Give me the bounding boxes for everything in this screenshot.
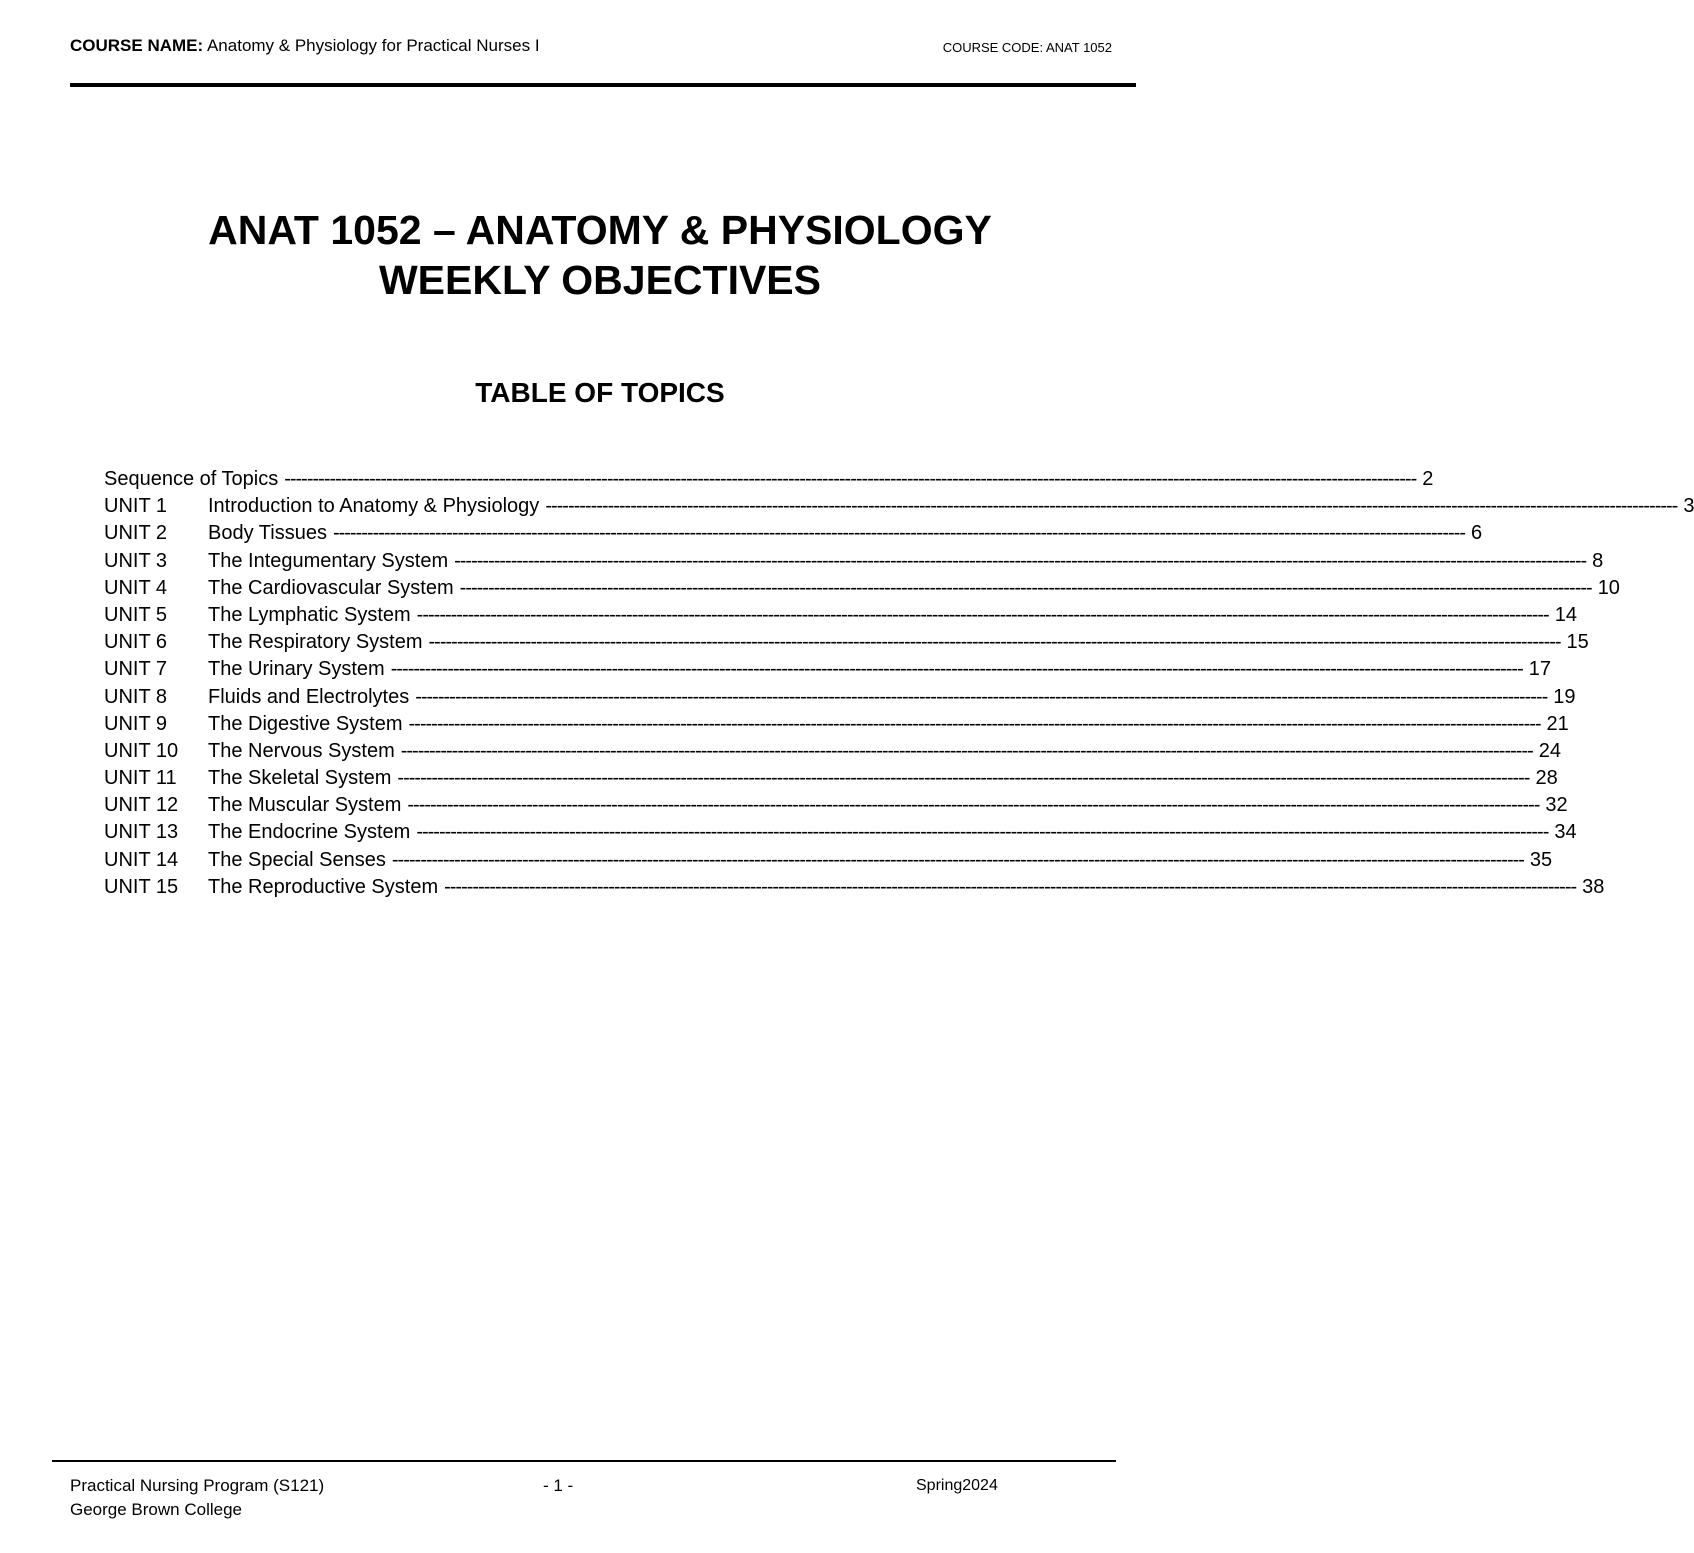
toc-entry-line bbox=[208, 874, 1605, 901]
toc-entry-line bbox=[208, 629, 1589, 656]
toc-row bbox=[104, 629, 1589, 656]
toc-page-number: 10 bbox=[1597, 576, 1620, 599]
toc-row bbox=[104, 738, 1562, 765]
toc-row bbox=[104, 466, 1434, 493]
table-of-topics bbox=[104, 466, 1694, 901]
toc-topic: The Cardiovascular System bbox=[208, 576, 454, 599]
toc-row bbox=[104, 575, 1620, 602]
toc-unit-label: UNIT 8 bbox=[104, 685, 167, 708]
footer-program: Practical Nursing Program (S121) bbox=[70, 1476, 325, 1495]
toc-entry-line bbox=[208, 548, 1604, 575]
toc-row bbox=[104, 847, 1553, 874]
toc-row bbox=[104, 520, 1483, 547]
toc-unit-label: UNIT 4 bbox=[104, 576, 167, 599]
course-name-label: COURSE NAME: bbox=[70, 36, 204, 55]
toc-topic: Sequence of Topics bbox=[104, 468, 279, 490]
toc-leader: -------------------------------------------------------------------------------------------------------------------------------------------------------------------------------------------------------- bbox=[416, 603, 1549, 626]
toc-entry-line bbox=[208, 656, 1551, 683]
toc-row bbox=[104, 602, 1577, 629]
toc-unit-label: UNIT 5 bbox=[104, 603, 167, 626]
toc-unit-label: UNIT 13 bbox=[104, 821, 179, 844]
toc-leader: -------------------------------------------------------------------------------------------------------------------------------------------------------------------------------------------------------- bbox=[390, 658, 1523, 681]
toc-leader: -------------------------------------------------------------------------------------------------------------------------------------------------------------------------------------------------------- bbox=[415, 685, 1548, 708]
toc-entry-line bbox=[208, 493, 1694, 520]
toc-topic: The Integumentary System bbox=[208, 549, 449, 572]
title-line-2: WEEKLY OBJECTIVES bbox=[378, 257, 821, 303]
toc-leader: -------------------------------------------------------------------------------------------------------------------------------------------------------------------------------------------------------- bbox=[284, 468, 1417, 490]
toc-leader: -------------------------------------------------------------------------------------------------------------------------------------------------------------------------------------------------------- bbox=[454, 549, 1587, 572]
toc-leader: -------------------------------------------------------------------------------------------------------------------------------------------------------------------------------------------------------- bbox=[400, 739, 1533, 762]
toc-page-number: 15 bbox=[1566, 631, 1589, 654]
toc-leader: -------------------------------------------------------------------------------------------------------------------------------------------------------------------------------------------------------- bbox=[416, 821, 1549, 844]
toc-unit-label: UNIT 3 bbox=[104, 549, 167, 572]
toc-unit-label: UNIT 12 bbox=[104, 794, 179, 817]
toc-topic: The Urinary System bbox=[208, 658, 385, 681]
toc-unit-label: UNIT 15 bbox=[104, 875, 179, 898]
footer-term: Spring2024 bbox=[916, 1477, 998, 1494]
toc-page-number: 14 bbox=[1554, 603, 1577, 626]
toc-topic: Body Tissues bbox=[208, 522, 327, 545]
toc-leader: -------------------------------------------------------------------------------------------------------------------------------------------------------------------------------------------------------- bbox=[444, 875, 1577, 898]
toc-leader: -------------------------------------------------------------------------------------------------------------------------------------------------------------------------------------------------------- bbox=[397, 767, 1530, 790]
toc-page-number: 3 bbox=[1683, 495, 1694, 518]
toc-unit-label: UNIT 6 bbox=[104, 631, 167, 654]
toc-page-number: 35 bbox=[1529, 848, 1553, 871]
toc-row bbox=[104, 548, 1604, 575]
toc-leader: -------------------------------------------------------------------------------------------------------------------------------------------------------------------------------------------------------- bbox=[408, 712, 1541, 735]
header-rule bbox=[70, 83, 1136, 87]
toc-page-number: 32 bbox=[1545, 794, 1568, 817]
toc-leader: -------------------------------------------------------------------------------------------------------------------------------------------------------------------------------------------------------- bbox=[332, 522, 1465, 545]
toc-entry-line bbox=[208, 520, 1483, 547]
toc-page-number: 19 bbox=[1553, 685, 1576, 708]
course-name bbox=[70, 36, 540, 56]
toc-row bbox=[104, 656, 1551, 683]
toc-unit-label: UNIT 10 bbox=[104, 739, 179, 762]
toc-entry-line bbox=[208, 765, 1558, 792]
title-line-1: ANAT 1052 – ANATOMY & PHYSIOLOGY bbox=[208, 207, 992, 253]
toc-row bbox=[104, 493, 1694, 520]
toc-page-number: 38 bbox=[1582, 875, 1605, 898]
document-title bbox=[0, 205, 1200, 305]
footer-page-number: - 1 - bbox=[543, 1476, 574, 1495]
footer-college: George Brown College bbox=[70, 1500, 242, 1519]
toc-topic: The Reproductive System bbox=[208, 875, 439, 898]
toc-entry-line bbox=[208, 684, 1576, 711]
toc-topic: The Respiratory System bbox=[208, 631, 423, 654]
toc-entry-line bbox=[208, 792, 1568, 819]
toc-row bbox=[104, 711, 1569, 738]
course-name-value: Anatomy & Physiology for Practical Nurses I bbox=[206, 36, 540, 55]
toc-unit-label: UNIT 9 bbox=[104, 712, 167, 735]
toc-topic: The Special Senses bbox=[208, 848, 386, 871]
toc-page-number: 17 bbox=[1528, 658, 1551, 681]
toc-topic: The Muscular System bbox=[208, 794, 402, 817]
toc-unit-label: UNIT 11 bbox=[104, 767, 177, 790]
toc-topic: Fluids and Electrolytes bbox=[208, 685, 410, 708]
toc-page-number: 8 bbox=[1592, 549, 1604, 572]
toc-unit-label: UNIT 2 bbox=[104, 522, 167, 545]
toc-entry-line bbox=[208, 575, 1620, 602]
toc-page-number: 21 bbox=[1546, 712, 1569, 735]
toc-page-number: 2 bbox=[1422, 468, 1434, 490]
course-code: COURSE CODE: ANAT 1052 bbox=[942, 40, 1112, 55]
toc-entry-line bbox=[208, 711, 1569, 738]
toc-topic: Introduction to Anatomy & Physiology bbox=[208, 495, 540, 518]
toc-leader: -------------------------------------------------------------------------------------------------------------------------------------------------------------------------------------------------------- bbox=[459, 576, 1592, 599]
toc-leader: -------------------------------------------------------------------------------------------------------------------------------------------------------------------------------------------------------- bbox=[391, 848, 1524, 871]
toc-unit-label: UNIT 1 bbox=[104, 495, 167, 518]
toc-row bbox=[104, 684, 1576, 711]
toc-page-number: 24 bbox=[1538, 739, 1562, 762]
toc-page-number: 34 bbox=[1554, 821, 1577, 844]
toc-topic: The Nervous System bbox=[208, 739, 395, 762]
toc-topic: The Digestive System bbox=[208, 712, 403, 735]
toc-entry-line bbox=[104, 466, 1434, 493]
toc-leader: -------------------------------------------------------------------------------------------------------------------------------------------------------------------------------------------------------- bbox=[545, 495, 1678, 518]
toc-page-number: 28 bbox=[1535, 767, 1558, 790]
toc-entry-line bbox=[208, 738, 1562, 765]
toc-topic: The Lymphatic System bbox=[208, 603, 411, 626]
table-of-topics-heading: TABLE OF TOPICS bbox=[475, 377, 725, 408]
toc-entry-line bbox=[208, 847, 1553, 874]
toc-row bbox=[104, 819, 1577, 846]
page-header bbox=[70, 36, 1112, 60]
toc-leader: -------------------------------------------------------------------------------------------------------------------------------------------------------------------------------------------------------- bbox=[407, 794, 1540, 817]
toc-page-number: 6 bbox=[1470, 522, 1483, 545]
toc-unit-label: UNIT 7 bbox=[104, 658, 167, 681]
toc-entry-line bbox=[208, 602, 1577, 629]
toc-row bbox=[104, 874, 1605, 901]
toc-entry-line bbox=[208, 819, 1577, 846]
toc-row bbox=[104, 792, 1568, 819]
toc-unit-label: UNIT 14 bbox=[104, 848, 179, 871]
toc-topic: The Endocrine System bbox=[208, 821, 411, 844]
toc-row bbox=[104, 765, 1558, 792]
toc-topic: The Skeletal System bbox=[208, 767, 392, 790]
toc-leader: -------------------------------------------------------------------------------------------------------------------------------------------------------------------------------------------------------- bbox=[428, 631, 1561, 654]
footer-rule bbox=[52, 1460, 1116, 1462]
